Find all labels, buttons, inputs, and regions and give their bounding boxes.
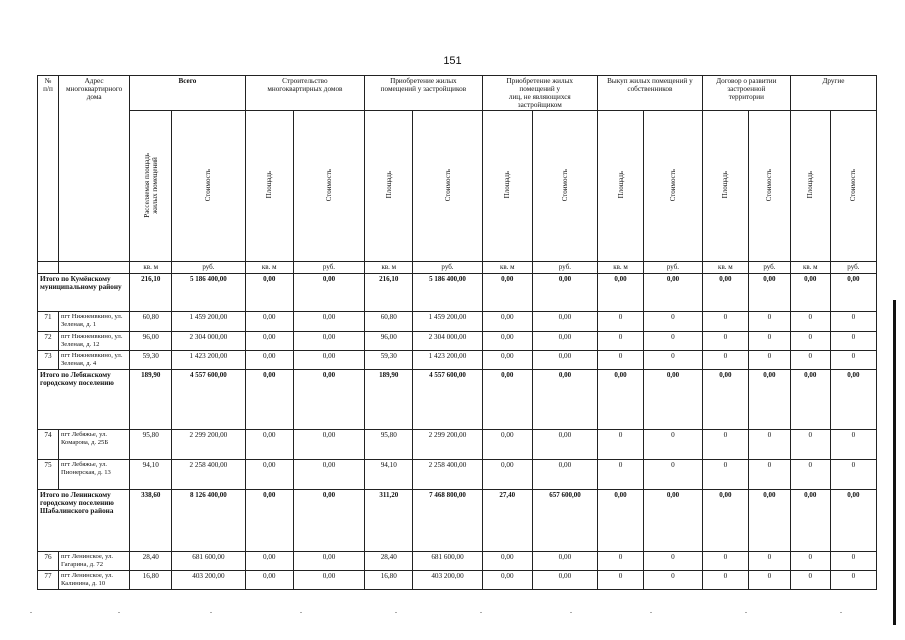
subheader-area: Площадь [365, 111, 413, 262]
row-number: 71 [38, 312, 59, 332]
cell-cost: 0 [748, 430, 790, 460]
cell-cost: 0 [748, 351, 790, 370]
cell-area: 0,00 [245, 430, 293, 460]
cell-cost: 0,00 [644, 274, 703, 312]
scan-dot [745, 612, 747, 613]
cell-area: 96,00 [130, 332, 172, 351]
row-number: 76 [38, 552, 59, 571]
row-address: пгт Ленинское, ул. Калинина, д. 10 [58, 571, 129, 590]
table-row [38, 460, 877, 490]
unit-cost: руб. [644, 262, 703, 274]
unit-area: кв. м [130, 262, 172, 274]
cell-area: 16,80 [365, 571, 413, 590]
scan-dot [118, 612, 120, 613]
cell-area: 0 [790, 552, 830, 571]
cell-area: 0,00 [245, 274, 293, 312]
cell-cost: 0 [644, 571, 703, 590]
table-units-row [38, 262, 877, 274]
cell-area: 0 [702, 351, 748, 370]
row-number: 77 [38, 571, 59, 590]
subheader-area: Площадь [702, 111, 748, 262]
cell-cost: 0,00 [748, 490, 790, 552]
cell-area: 28,40 [130, 552, 172, 571]
header-group-construction: Строительство многоквартирных домов [245, 76, 365, 111]
cell-area: 0,00 [482, 351, 532, 370]
cell-cost: 0,00 [644, 370, 703, 430]
subheader-cost: Стоимость [532, 111, 597, 262]
unit-area: кв. м [702, 262, 748, 274]
cell-cost: 0,00 [293, 274, 364, 312]
row-number: 72 [38, 332, 59, 351]
cell-area: 0 [597, 460, 643, 490]
cell-cost: 0 [644, 351, 703, 370]
header-group-development-contract: Договор о развитии застроенной территории [702, 76, 790, 111]
cell-cost: 2 258 400,00 [413, 460, 482, 490]
cell-cost: 0 [644, 312, 703, 332]
cell-area: 0,00 [482, 571, 532, 590]
cell-area: 0,00 [597, 274, 643, 312]
scan-dot [570, 612, 572, 613]
scan-dotted-line [0, 612, 905, 614]
cell-area: 0,00 [245, 351, 293, 370]
cell-cost: 0,00 [748, 274, 790, 312]
table-row [38, 430, 877, 460]
cell-area: 0,00 [245, 332, 293, 351]
cell-cost: 2 299 200,00 [172, 430, 245, 460]
cell-cost: 0 [748, 332, 790, 351]
cell-area: 0 [702, 430, 748, 460]
unit-cost: руб. [413, 262, 482, 274]
cell-cost: 5 186 400,00 [172, 274, 245, 312]
header-group-other: Другие [790, 76, 876, 111]
subheader-cost: Стоимость [644, 111, 703, 262]
row-number: 75 [38, 460, 59, 490]
table-header-row [38, 76, 877, 111]
subtotal-row [38, 274, 877, 312]
scan-dot [30, 612, 32, 613]
subheader-cost: Стоимость [413, 111, 482, 262]
cell-cost: 657 600,00 [532, 490, 597, 552]
cell-cost: 0,00 [293, 332, 364, 351]
cell-area: 0 [597, 552, 643, 571]
subtotal-label: Итого по Лебяжскому городскому поселению [38, 370, 130, 430]
cell-area: 0 [702, 460, 748, 490]
cell-cost: 0 [644, 430, 703, 460]
cell-cost: 0 [830, 332, 876, 351]
subheader-area: Площадь [790, 111, 830, 262]
cell-cost: 7 468 800,00 [413, 490, 482, 552]
scan-dot [650, 612, 652, 613]
subheader-area: Площадь [482, 111, 532, 262]
cell-cost: 0,00 [293, 552, 364, 571]
cell-area: 60,80 [130, 312, 172, 332]
subheader-total-area: Расселяемая площадь жилых помещений [130, 111, 172, 262]
cell-cost: 681 600,00 [172, 552, 245, 571]
cell-area: 0 [597, 571, 643, 590]
cell-cost: 0,00 [293, 571, 364, 590]
cell-cost: 5 186 400,00 [413, 274, 482, 312]
header-address: Адрес многоквартирного дома [58, 76, 129, 262]
cell-area: 0,00 [702, 274, 748, 312]
subtotal-label: Итого по Кумёнскому муниципальному району [38, 274, 130, 312]
cell-cost: 0 [748, 571, 790, 590]
cell-area: 338,60 [130, 490, 172, 552]
unit-cost: руб. [532, 262, 597, 274]
cell-cost: 1 459 200,00 [172, 312, 245, 332]
cell-area: 0,00 [702, 370, 748, 430]
row-address: пгт Лебяжье, ул. Комарова, д. 25Б [58, 430, 129, 460]
cell-cost: 403 200,00 [172, 571, 245, 590]
cell-cost: 1 423 200,00 [172, 351, 245, 370]
resettlement-table [37, 75, 877, 590]
cell-cost: 0,00 [293, 370, 364, 430]
cell-area: 0 [702, 332, 748, 351]
cell-cost: 0,00 [830, 274, 876, 312]
subtotal-row [38, 370, 877, 430]
cell-area: 94,10 [130, 460, 172, 490]
cell-area: 0 [597, 351, 643, 370]
unit-cost: руб. [830, 262, 876, 274]
subheader-cost: Стоимость [748, 111, 790, 262]
row-address: пгт Нижнеивкино, ул. Зеленая, д. 12 [58, 332, 129, 351]
subheader-area: Площадь [597, 111, 643, 262]
cell-area: 0,00 [702, 490, 748, 552]
subtotal-label: Итого по Ленинскому городскому поселению Шабалинского района [38, 490, 130, 552]
row-address: пгт Ленинское, ул. Гагарина, д. 72 [58, 552, 129, 571]
scan-dot [300, 612, 302, 613]
cell-area: 0 [702, 552, 748, 571]
cell-area: 0,00 [482, 460, 532, 490]
scan-dot [395, 612, 397, 613]
cell-cost: 0,00 [532, 552, 597, 571]
cell-cost: 0 [748, 460, 790, 490]
cell-area: 0,00 [245, 460, 293, 490]
cell-area: 189,90 [130, 370, 172, 430]
cell-area: 0 [702, 312, 748, 332]
cell-cost: 0,00 [532, 332, 597, 351]
cell-cost: 0,00 [532, 430, 597, 460]
cell-cost: 0,00 [532, 274, 597, 312]
cell-area: 0,00 [245, 490, 293, 552]
subheader-cost: Стоимость [830, 111, 876, 262]
scan-dot [210, 612, 212, 613]
cell-area: 0,00 [245, 370, 293, 430]
table-row [38, 552, 877, 571]
unit-cost: руб. [293, 262, 364, 274]
subheader-total-cost: Стоимость [172, 111, 245, 262]
cell-area: 0 [790, 430, 830, 460]
cell-cost: 0,00 [293, 490, 364, 552]
unit-cost: руб. [172, 262, 245, 274]
cell-area: 59,30 [130, 351, 172, 370]
scan-dot [480, 612, 482, 613]
table-row [38, 312, 877, 332]
cell-cost: 0,00 [532, 351, 597, 370]
unit-area: кв. м [597, 262, 643, 274]
cell-area: 0,00 [245, 571, 293, 590]
cell-cost: 0,00 [830, 490, 876, 552]
cell-cost: 0 [748, 312, 790, 332]
cell-area: 28,40 [365, 552, 413, 571]
cell-cost: 2 258 400,00 [172, 460, 245, 490]
cell-area: 0,00 [790, 274, 830, 312]
page-number: 151 [443, 55, 462, 67]
cell-area: 0 [790, 312, 830, 332]
cell-cost: 681 600,00 [413, 552, 482, 571]
table-row [38, 351, 877, 370]
cell-cost: 0,00 [293, 312, 364, 332]
cell-area: 0,00 [597, 490, 643, 552]
cell-cost: 0,00 [532, 370, 597, 430]
cell-area: 0 [702, 571, 748, 590]
cell-area: 27,40 [482, 490, 532, 552]
table-row [38, 571, 877, 590]
cell-area: 96,00 [365, 332, 413, 351]
cell-cost: 2 304 000,00 [172, 332, 245, 351]
cell-cost: 0,00 [532, 571, 597, 590]
cell-cost: 0 [830, 430, 876, 460]
header-group-total: Всего [130, 76, 245, 111]
cell-cost: 4 557 600,00 [172, 370, 245, 430]
cell-cost: 0 [644, 552, 703, 571]
cell-area: 216,10 [130, 274, 172, 312]
cell-area: 0,00 [482, 370, 532, 430]
header-group-developers: Приобретение жилых помещений у застройщиков [365, 76, 482, 111]
cell-area: 0,00 [790, 370, 830, 430]
cell-area: 0,00 [482, 312, 532, 332]
cell-cost: 0,00 [644, 490, 703, 552]
cell-area: 0 [597, 332, 643, 351]
subheader-area: Площадь [245, 111, 293, 262]
cell-area: 0,00 [790, 490, 830, 552]
header-group-non-developers: Приобретение жилых помещений у лиц, не являющихся застройщиком [482, 76, 597, 111]
cell-area: 0 [790, 351, 830, 370]
cell-area: 0 [597, 430, 643, 460]
cell-cost: 8 126 400,00 [172, 490, 245, 552]
cell-cost: 1 423 200,00 [413, 351, 482, 370]
cell-area: 94,10 [365, 460, 413, 490]
cell-cost: 2 304 000,00 [413, 332, 482, 351]
cell-cost: 0 [830, 571, 876, 590]
cell-cost: 0,00 [293, 460, 364, 490]
cell-cost: 0 [830, 460, 876, 490]
row-number: 74 [38, 430, 59, 460]
cell-area: 95,80 [130, 430, 172, 460]
cell-cost: 0 [830, 351, 876, 370]
row-number: 73 [38, 351, 59, 370]
cell-area: 311,20 [365, 490, 413, 552]
row-address: пгт Нижнеивкино, ул. Зеленая, д. 4 [58, 351, 129, 370]
cell-area: 59,30 [365, 351, 413, 370]
cell-area: 0,00 [597, 370, 643, 430]
cell-area: 0,00 [482, 552, 532, 571]
cell-area: 0,00 [245, 312, 293, 332]
row-address: пгт Лебяжье, ул. Пионерская, д. 13 [58, 460, 129, 490]
cell-cost: 4 557 600,00 [413, 370, 482, 430]
cell-area: 16,80 [130, 571, 172, 590]
unit-cost: руб. [748, 262, 790, 274]
cell-cost: 0 [830, 312, 876, 332]
subtotal-row [38, 490, 877, 552]
cell-cost: 0 [830, 552, 876, 571]
cell-cost: 0,00 [293, 430, 364, 460]
cell-cost: 403 200,00 [413, 571, 482, 590]
row-address: пгт Нижнеивкино, ул. Зеленая, д. 1 [58, 312, 129, 332]
cell-area: 60,80 [365, 312, 413, 332]
unit-area: кв. м [365, 262, 413, 274]
cell-area: 0 [790, 571, 830, 590]
table-row [38, 332, 877, 351]
cell-cost: 0 [748, 552, 790, 571]
cell-area: 189,90 [365, 370, 413, 430]
cell-area: 0,00 [245, 552, 293, 571]
subheader-cost: Стоимость [293, 111, 364, 262]
header-group-buyout: Выкуп жилых помещений у собственников [597, 76, 702, 111]
unit-area: кв. м [245, 262, 293, 274]
scan-dot [840, 612, 842, 613]
cell-cost: 0 [644, 460, 703, 490]
cell-cost: 0,00 [293, 351, 364, 370]
cell-area: 0,00 [482, 430, 532, 460]
header-num: № п/п [38, 76, 59, 262]
cell-cost: 0 [644, 332, 703, 351]
table-subheader-row [38, 111, 877, 262]
cell-cost: 0,00 [748, 370, 790, 430]
cell-area: 216,10 [365, 274, 413, 312]
cell-area: 0 [790, 460, 830, 490]
cell-cost: 0,00 [830, 370, 876, 430]
cell-cost: 2 299 200,00 [413, 430, 482, 460]
cell-cost: 0,00 [532, 460, 597, 490]
cell-area: 0 [597, 312, 643, 332]
unit-area: кв. м [482, 262, 532, 274]
cell-area: 0,00 [482, 274, 532, 312]
scan-edge-mark [893, 300, 896, 625]
cell-area: 0,00 [482, 332, 532, 351]
unit-area: кв. м [790, 262, 830, 274]
cell-area: 0 [790, 332, 830, 351]
cell-cost: 0,00 [532, 312, 597, 332]
cell-area: 95,80 [365, 430, 413, 460]
cell-cost: 1 459 200,00 [413, 312, 482, 332]
